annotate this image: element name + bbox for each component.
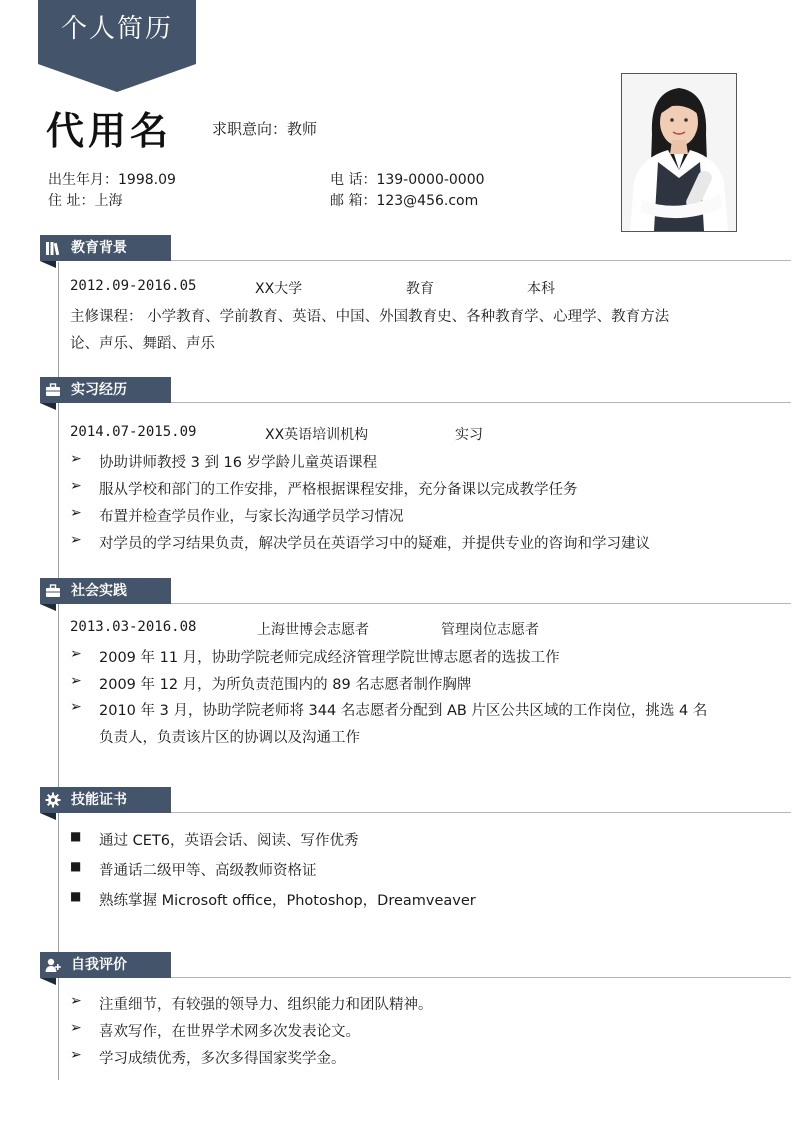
divider [171, 260, 791, 261]
social-org: 上海世博会志愿者 [257, 622, 369, 638]
divider [171, 402, 791, 403]
self-item: 喜欢写作，在世界学术网多次发表论文。 [99, 1024, 360, 1040]
skill-item: 熟练掌握 Microsoft office，Photoshop，Dreamveaver [99, 893, 476, 909]
section-title: 实习经历 [71, 382, 127, 398]
internship-item: 对学员的学习结果负责，解决学员在英语学习中的疑难，并提供专业的咨询和学习建议 [99, 536, 650, 552]
internship-org: XX英语培训机构 [265, 427, 369, 443]
internship-item: 协助讲师教授 3 到 16 岁学龄儿童英语课程 [99, 455, 378, 471]
education-school: XX大学 [255, 281, 303, 297]
social-item: 2009 年 11 月，协助学院老师完成经济管理学院世博志愿者的选拔工作 [99, 650, 560, 666]
candidate-name: 代用名 [46, 109, 173, 153]
skill-item: 通过 CET6，英语会话、阅读、写作优秀 [99, 833, 359, 849]
internship-date: 2014.07-2015.09 [70, 424, 197, 440]
briefcase-icon [45, 382, 61, 398]
bullet-square: ■ [70, 859, 82, 873]
social-item-continued: 负责人，负责该片区的协调以及沟通工作 [99, 730, 360, 746]
user-plus-icon [45, 957, 61, 973]
section-title: 技能证书 [71, 792, 127, 808]
education-degree: 本科 [527, 281, 555, 297]
social-role: 管理岗位志愿者 [441, 622, 539, 638]
internship-role: 实习 [455, 427, 483, 443]
bullet-arrow: ➢ [70, 532, 82, 548]
skill-item: 普通话二级甲等、高级教师资格证 [99, 863, 317, 879]
social-item: 2010 年 3 月，协助学院老师将 344 名志愿者分配到 AB 片区公共区域的工作岗位，挑选 4 名 [99, 703, 708, 719]
bullet-arrow: ➢ [70, 1020, 82, 1036]
social-date: 2013.03-2016.08 [70, 619, 197, 635]
section-title: 教育背景 [71, 240, 127, 256]
briefcase-icon [45, 583, 61, 599]
education-major: 教育 [406, 281, 434, 297]
books-icon [45, 240, 61, 256]
education-date: 2012.09-2016.05 [70, 278, 197, 294]
self-item: 学习成绩优秀，多次多得国家奖学金。 [99, 1051, 346, 1067]
bullet-arrow: ➢ [70, 699, 82, 715]
banner-arrow [38, 64, 196, 92]
divider [171, 603, 791, 604]
social-item: 2009 年 12 月，为所负责范围内的 89 名志愿者制作胸牌 [99, 677, 472, 693]
internship-item: 服从学校和部门的工作安排，严格根据课程安排，充分备课以完成教学任务 [99, 482, 578, 498]
bullet-square: ■ [70, 889, 82, 903]
email: 邮 箱：123@456.com [330, 193, 479, 209]
bullet-arrow: ➢ [70, 993, 82, 1009]
bullet-arrow: ➢ [70, 1047, 82, 1063]
divider [171, 977, 791, 978]
profile-photo [621, 73, 737, 232]
bullet-square: ■ [70, 829, 82, 843]
resume-title-banner: 个人简历 [38, 0, 196, 64]
divider [171, 812, 791, 813]
education-courses-line-1: 主修课程： 小学教育、学前教育、英语、中国、外国教育史、各种教育学、心理学、教育方法 [70, 309, 670, 325]
bullet-arrow: ➢ [70, 451, 82, 467]
job-objective: 求职意向：教师 [212, 120, 318, 138]
address: 住 址：上海 [48, 193, 123, 209]
self-item: 注重细节，有较强的领导力、组织能力和团队精神。 [99, 997, 433, 1013]
section-title: 社会实践 [71, 583, 127, 599]
education-courses-line-2: 论、声乐、舞蹈、声乐 [70, 336, 215, 352]
bullet-arrow: ➢ [70, 505, 82, 521]
birth-date: 出生年月：1998.09 [48, 172, 176, 188]
phone: 电 话：139-0000-0000 [330, 172, 485, 188]
bullet-arrow: ➢ [70, 478, 82, 494]
bullet-arrow: ➢ [70, 673, 82, 689]
internship-item: 布置并检查学员作业，与家长沟通学员学习情况 [99, 509, 404, 525]
bullet-arrow: ➢ [70, 646, 82, 662]
gear-icon [45, 792, 61, 808]
section-title: 自我评价 [71, 957, 127, 973]
